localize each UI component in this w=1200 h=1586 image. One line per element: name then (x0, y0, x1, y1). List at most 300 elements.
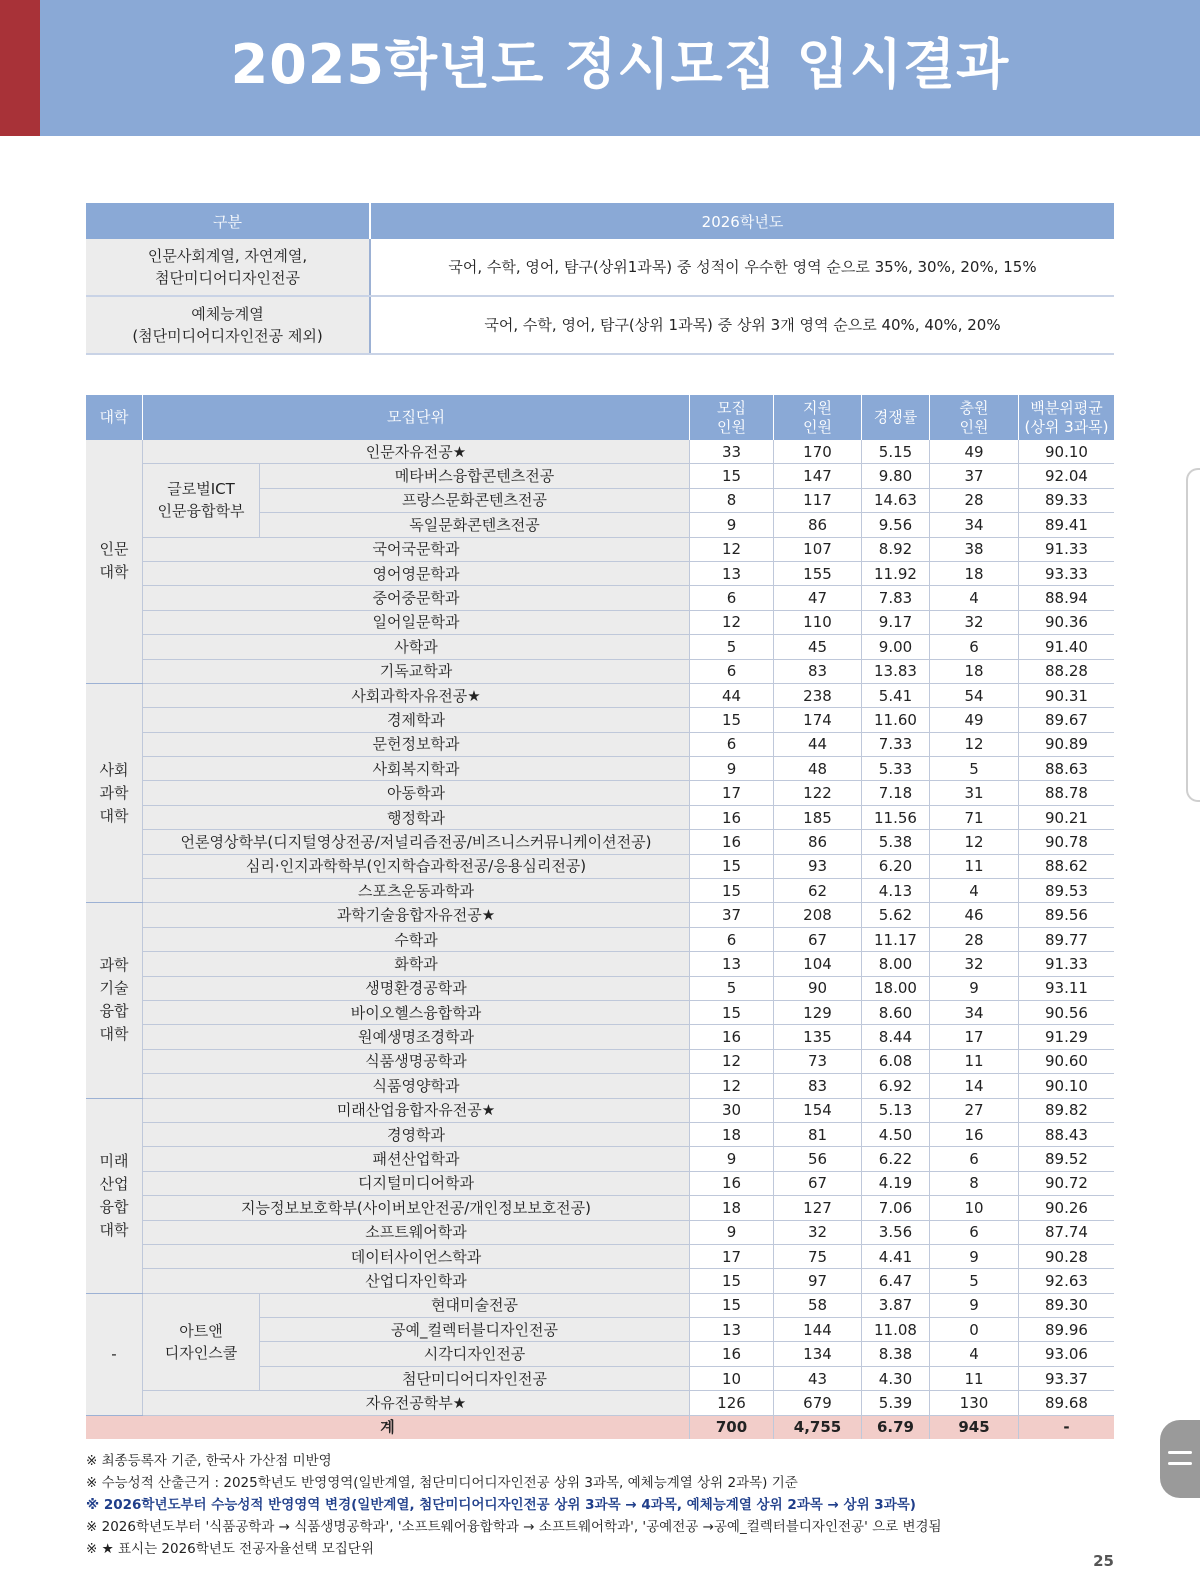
percentile-cell: 90.78 (1019, 830, 1115, 854)
quota-cell: 18 (690, 1196, 774, 1220)
ratio-cell: 3.56 (862, 1220, 930, 1244)
college-label: - (111, 1344, 117, 1363)
quota-cell: 15 (690, 854, 774, 878)
unit-cell: 아동학과 (143, 781, 690, 805)
quota-cell: 37 (690, 903, 774, 927)
percentile-cell: 93.37 (1019, 1366, 1115, 1390)
applicants-cell: 83 (774, 1074, 862, 1098)
extra-cell: 130 (930, 1391, 1019, 1415)
extra-cell: 31 (930, 781, 1019, 805)
percentile-cell: 90.72 (1019, 1171, 1115, 1195)
criteria-label-line: 인문사회계열, 자연계열, (147, 247, 308, 265)
ratio-cell: 14.63 (862, 488, 930, 512)
college-cell (86, 1293, 143, 1415)
quota-cell: 15 (690, 464, 774, 488)
percentile-cell: 89.67 (1019, 708, 1115, 732)
extra-cell: 28 (930, 488, 1019, 512)
table-row (86, 1391, 1114, 1415)
group-cell (143, 464, 260, 537)
applicants-cell: 58 (774, 1293, 862, 1317)
college-cell (86, 903, 143, 1098)
criteria-text: 국어, 수학, 영어, 탐구(상위 1과목) 중 상위 3개 영역 순으로 40%, 40%, 20% (370, 296, 1114, 354)
college-label: 대학 (99, 1025, 129, 1044)
extra-cell: 9 (930, 1293, 1019, 1317)
applicants-cell: 75 (774, 1244, 862, 1268)
ratio-cell: 5.13 (862, 1098, 930, 1122)
unit-cell: 국어국문학과 (143, 537, 690, 561)
quota-cell: 9 (690, 1147, 774, 1171)
applicants-cell: 122 (774, 781, 862, 805)
percentile-cell: 93.33 (1019, 561, 1115, 585)
table-row (86, 952, 1114, 976)
applicants-cell: 43 (774, 1366, 862, 1390)
quota-cell: 5 (690, 976, 774, 1000)
extra-cell: 27 (930, 1098, 1019, 1122)
unit-cell: 기독교학과 (143, 659, 690, 683)
unit-cell: 과학기술융합자유전공★ (143, 903, 690, 927)
ratio-cell: 6.20 (862, 854, 930, 878)
total-value: 945 (930, 1415, 1019, 1439)
table-row (86, 879, 1114, 903)
ratio-cell: 5.38 (862, 830, 930, 854)
applicants-cell: 134 (774, 1342, 862, 1366)
quota-cell: 13 (690, 952, 774, 976)
ratio-cell: 4.30 (862, 1366, 930, 1390)
applicants-cell: 107 (774, 537, 862, 561)
ratio-cell: 11.60 (862, 708, 930, 732)
extra-cell: 14 (930, 1074, 1019, 1098)
header-ratio: 경쟁률 (862, 395, 930, 440)
unit-cell: 현대미술전공 (260, 1293, 690, 1317)
college-label: 과학 (99, 783, 129, 802)
ratio-cell: 8.44 (862, 1025, 930, 1049)
ratio-cell: 11.92 (862, 561, 930, 585)
percentile-cell: 92.63 (1019, 1269, 1115, 1293)
table-row (86, 781, 1114, 805)
note-line-highlight: ※ 2026학년도부터 수능성적 반영영역 변경(일반계열, 첨단미디어디자인전공 상위 3과목 → 4과목, 예체능계열 상위 2과목 → 상위 3과목) (86, 1497, 916, 1513)
applicants-cell: 155 (774, 561, 862, 585)
extra-cell: 28 (930, 927, 1019, 951)
unit-cell: 일어일문학과 (143, 610, 690, 634)
unit-cell: 지능정보보호학부(사이버보안전공/개인정보보호전공) (143, 1196, 690, 1220)
unit-cell: 공예_컬렉터블디자인전공 (260, 1318, 690, 1342)
ratio-cell: 9.80 (862, 464, 930, 488)
unit-cell: 행정학과 (143, 805, 690, 829)
criteria-text: 국어, 수학, 영어, 탐구(상위1과목) 중 성적이 우수한 영역 순으로 35%, 30%, 20%, 15% (370, 239, 1114, 296)
extra-cell: 5 (930, 757, 1019, 781)
unit-cell: 수학과 (143, 927, 690, 951)
quota-cell: 6 (690, 732, 774, 756)
extra-cell: 54 (930, 683, 1019, 707)
applicants-cell: 144 (774, 1318, 862, 1342)
percentile-cell: 93.11 (1019, 976, 1115, 1000)
unit-cell: 디지털미디어학과 (143, 1171, 690, 1195)
applicants-cell: 47 (774, 586, 862, 610)
quota-cell: 18 (690, 1122, 774, 1146)
ratio-cell: 18.00 (862, 976, 930, 1000)
applicants-cell: 147 (774, 464, 862, 488)
header-unit: 모집단위 (143, 395, 690, 440)
ratio-cell: 9.17 (862, 610, 930, 634)
ratio-cell: 11.17 (862, 927, 930, 951)
ratio-cell: 6.08 (862, 1049, 930, 1073)
percentile-cell: 89.53 (1019, 879, 1115, 903)
quota-cell: 6 (690, 659, 774, 683)
header-college: 대학 (86, 395, 143, 440)
header-extra: 충원 인원 (930, 395, 1019, 440)
college-cell (86, 683, 143, 903)
extra-cell: 34 (930, 1000, 1019, 1024)
extra-cell: 38 (930, 537, 1019, 561)
percentile-cell: 87.74 (1019, 1220, 1115, 1244)
quota-cell: 9 (690, 513, 774, 537)
ratio-cell: 4.50 (862, 1122, 930, 1146)
table-row (86, 1122, 1114, 1146)
table-row (86, 805, 1114, 829)
table-row (86, 610, 1114, 634)
extra-cell: 6 (930, 1220, 1019, 1244)
quota-cell: 15 (690, 879, 774, 903)
extra-cell: 6 (930, 1147, 1019, 1171)
ratio-cell: 3.87 (862, 1293, 930, 1317)
unit-cell: 식품생명공학과 (143, 1049, 690, 1073)
college-label: 융합 (99, 1197, 129, 1216)
percentile-cell: 89.30 (1019, 1293, 1115, 1317)
percentile-cell: 91.40 (1019, 635, 1115, 659)
ratio-cell: 9.56 (862, 513, 930, 537)
percentile-cell: 90.36 (1019, 610, 1115, 634)
side-menu-handle[interactable] (1160, 1420, 1200, 1498)
criteria-row (86, 239, 1114, 296)
percentile-cell: 89.96 (1019, 1318, 1115, 1342)
quota-cell: 126 (690, 1391, 774, 1415)
quota-cell: 6 (690, 927, 774, 951)
header-percentile: 백분위평균 (상위 3과목) (1019, 395, 1115, 440)
extra-cell: 32 (930, 610, 1019, 634)
unit-cell: 첨단미디어디자인전공 (260, 1366, 690, 1390)
applicants-cell: 135 (774, 1025, 862, 1049)
quota-cell: 15 (690, 1269, 774, 1293)
college-label: 사회 (99, 760, 129, 779)
applicants-cell: 44 (774, 732, 862, 756)
applicants-cell: 62 (774, 879, 862, 903)
extra-cell: 4 (930, 586, 1019, 610)
ratio-cell: 8.92 (862, 537, 930, 561)
ratio-cell: 6.22 (862, 1147, 930, 1171)
extra-cell: 8 (930, 1171, 1019, 1195)
group-label: 인문융합학부 (157, 502, 245, 521)
quota-cell: 16 (690, 1171, 774, 1195)
percentile-cell: 89.82 (1019, 1098, 1115, 1122)
applicants-cell: 83 (774, 659, 862, 683)
quota-cell: 33 (690, 440, 774, 464)
results-body (86, 440, 1114, 1439)
note-line: ※ ★ 표시는 2026학년도 전공자율선택 모집단위 (86, 1541, 374, 1557)
criteria-header-year: 2026학년도 (370, 203, 1114, 239)
header-accent-bar (0, 0, 40, 136)
applicants-cell: 117 (774, 488, 862, 512)
applicants-cell: 679 (774, 1391, 862, 1415)
page-header (0, 0, 1200, 136)
table-row (86, 1000, 1114, 1024)
extra-cell: 37 (930, 464, 1019, 488)
college-label: 인문 (99, 540, 129, 559)
percentile-cell: 93.06 (1019, 1342, 1115, 1366)
applicants-cell: 129 (774, 1000, 862, 1024)
college-label: 대학 (99, 806, 129, 825)
ratio-cell: 7.33 (862, 732, 930, 756)
applicants-cell: 154 (774, 1098, 862, 1122)
applicants-cell: 170 (774, 440, 862, 464)
ratio-cell: 7.18 (862, 781, 930, 805)
group-label: 글로벌ICT (167, 480, 235, 499)
unit-cell: 원예생명조경학과 (143, 1025, 690, 1049)
extra-cell: 4 (930, 1342, 1019, 1366)
applicants-cell: 185 (774, 805, 862, 829)
applicants-cell: 104 (774, 952, 862, 976)
unit-cell: 프랑스문화콘텐츠전공 (260, 488, 690, 512)
ratio-cell: 8.00 (862, 952, 930, 976)
header-applicants: 지원 인원 (774, 395, 862, 440)
extra-cell: 49 (930, 440, 1019, 464)
percentile-cell: 90.28 (1019, 1244, 1115, 1268)
quota-cell: 9 (690, 1220, 774, 1244)
unit-cell: 화학과 (143, 952, 690, 976)
college-label: 산업 (99, 1174, 129, 1193)
table-row (86, 903, 1114, 927)
unit-cell: 식품영양학과 (143, 1074, 690, 1098)
ratio-cell: 7.06 (862, 1196, 930, 1220)
percentile-cell: 89.56 (1019, 903, 1115, 927)
table-row (86, 586, 1114, 610)
unit-cell: 경영학과 (143, 1122, 690, 1146)
applicants-cell: 73 (774, 1049, 862, 1073)
percentile-cell: 89.41 (1019, 513, 1115, 537)
table-row (86, 537, 1114, 561)
extra-cell: 10 (930, 1196, 1019, 1220)
percentile-cell: 88.78 (1019, 781, 1115, 805)
extra-cell: 32 (930, 952, 1019, 976)
ratio-cell: 5.15 (862, 440, 930, 464)
applicants-cell: 93 (774, 854, 862, 878)
table-row (86, 561, 1114, 585)
extra-cell: 11 (930, 1366, 1019, 1390)
notes (86, 1450, 942, 1560)
table-row (86, 464, 1114, 488)
unit-cell: 소프트웨어학과 (143, 1220, 690, 1244)
unit-cell: 패션산업학과 (143, 1147, 690, 1171)
table-row (86, 976, 1114, 1000)
percentile-cell: 90.60 (1019, 1049, 1115, 1073)
college-label: 융합 (99, 1002, 129, 1021)
college-cell (86, 440, 143, 683)
unit-cell: 인문자유전공★ (143, 440, 690, 464)
total-value: - (1019, 1415, 1115, 1439)
applicants-cell: 127 (774, 1196, 862, 1220)
results-table (86, 395, 1114, 1439)
extra-cell: 11 (930, 854, 1019, 878)
percentile-cell: 90.21 (1019, 805, 1115, 829)
extra-cell: 5 (930, 1269, 1019, 1293)
total-label: 계 (86, 1415, 690, 1439)
unit-cell: 메타버스융합콘텐츠전공 (260, 464, 690, 488)
unit-cell: 경제학과 (143, 708, 690, 732)
percentile-cell: 91.33 (1019, 952, 1115, 976)
unit-cell: 미래산업융합자유전공★ (143, 1098, 690, 1122)
applicants-cell: 56 (774, 1147, 862, 1171)
table-row (86, 1025, 1114, 1049)
table-row (86, 1074, 1114, 1098)
quota-cell: 17 (690, 781, 774, 805)
ratio-cell: 5.62 (862, 903, 930, 927)
college-label: 기술 (99, 979, 129, 998)
ratio-cell: 5.41 (862, 683, 930, 707)
percentile-cell: 90.56 (1019, 1000, 1115, 1024)
ratio-cell: 4.41 (862, 1244, 930, 1268)
quota-cell: 5 (690, 635, 774, 659)
unit-cell: 심리·인지과학학부(인지학습과학전공/응용심리전공) (143, 854, 690, 878)
percentile-cell: 90.89 (1019, 732, 1115, 756)
quota-cell: 8 (690, 488, 774, 512)
unit-cell: 독일문화콘텐츠전공 (260, 513, 690, 537)
table-row (86, 830, 1114, 854)
unit-cell: 데이터사이언스학과 (143, 1244, 690, 1268)
criteria-label-line: 예체능계열 (191, 305, 264, 323)
extra-cell: 18 (930, 659, 1019, 683)
unit-cell: 시각디자인전공 (260, 1342, 690, 1366)
percentile-cell: 90.31 (1019, 683, 1115, 707)
ratio-cell: 9.00 (862, 635, 930, 659)
table-row (86, 1147, 1114, 1171)
table-row (86, 1244, 1114, 1268)
table-row (86, 732, 1114, 756)
quota-cell: 12 (690, 1049, 774, 1073)
unit-cell: 사회과학자유전공★ (143, 683, 690, 707)
percentile-cell: 88.43 (1019, 1122, 1115, 1146)
extra-cell: 16 (930, 1122, 1019, 1146)
table-row (86, 1220, 1114, 1244)
ratio-cell: 11.08 (862, 1318, 930, 1342)
percentile-cell: 92.04 (1019, 464, 1115, 488)
extra-cell: 17 (930, 1025, 1019, 1049)
unit-cell: 언론영상학부(디지털영상전공/저널리즘전공/비즈니스커뮤니케이션전공) (143, 830, 690, 854)
quota-cell: 30 (690, 1098, 774, 1122)
criteria-label-line: (첨단미디어디자인전공 제외) (132, 327, 323, 345)
percentile-cell: 90.10 (1019, 440, 1115, 464)
criteria-row (86, 296, 1114, 354)
unit-cell: 자유전공학부★ (143, 1391, 690, 1415)
extra-cell: 46 (930, 903, 1019, 927)
unit-cell: 사회복지학과 (143, 757, 690, 781)
college-label: 대학 (99, 1220, 129, 1239)
percentile-cell: 88.28 (1019, 659, 1115, 683)
quota-cell: 15 (690, 708, 774, 732)
percentile-cell: 89.77 (1019, 927, 1115, 951)
group-cell (143, 1293, 260, 1391)
menu-icon (1168, 1451, 1192, 1454)
ratio-cell: 6.47 (862, 1269, 930, 1293)
extra-cell: 18 (930, 561, 1019, 585)
applicants-cell: 238 (774, 683, 862, 707)
college-label: 과학 (99, 956, 129, 975)
extra-cell: 9 (930, 976, 1019, 1000)
table-row (86, 659, 1114, 683)
note-line: ※ 수능성적 산출근거 : 2025학년도 반영영역(일반계열, 첨단미디어디자인전공 상위 3과목, 예체능계열 상위 2과목) 기준 (86, 1475, 798, 1491)
table-row (86, 1269, 1114, 1293)
extra-cell: 12 (930, 830, 1019, 854)
college-cell (86, 1098, 143, 1293)
percentile-cell: 91.33 (1019, 537, 1115, 561)
group-label: 디자인스쿨 (164, 1343, 238, 1362)
quota-cell: 10 (690, 1366, 774, 1390)
extra-cell: 9 (930, 1244, 1019, 1268)
page-title: 2025학년도 정시모집 입시결과 (230, 33, 1010, 96)
extra-cell: 0 (930, 1318, 1019, 1342)
criteria-label-line: 첨단미디어디자인전공 (155, 269, 300, 287)
percentile-cell: 88.63 (1019, 757, 1115, 781)
quota-cell: 16 (690, 830, 774, 854)
quota-cell: 16 (690, 1342, 774, 1366)
applicants-cell: 32 (774, 1220, 862, 1244)
note-line: ※ 2026학년도부터 '식품공학과 → 식품생명공학과', '소프트웨어융합학과 → 소프트웨어학과', '공예전공 →공예_컬렉터블디자인전공' 으로 변경됨 (86, 1519, 942, 1535)
ratio-cell: 5.33 (862, 757, 930, 781)
ratio-cell: 6.92 (862, 1074, 930, 1098)
quota-cell: 16 (690, 805, 774, 829)
applicants-cell: 86 (774, 830, 862, 854)
percentile-cell: 90.26 (1019, 1196, 1115, 1220)
table-row (86, 635, 1114, 659)
note-line: ※ 최종등록자 기준, 한국사 가산점 미반영 (86, 1453, 332, 1469)
table-row (86, 1196, 1114, 1220)
table-row (86, 440, 1114, 464)
ratio-cell: 8.60 (862, 1000, 930, 1024)
table-row (86, 854, 1114, 878)
percentile-cell: 89.33 (1019, 488, 1115, 512)
applicants-cell: 174 (774, 708, 862, 732)
unit-cell: 문헌정보학과 (143, 732, 690, 756)
quota-cell: 16 (690, 1025, 774, 1049)
applicants-cell: 48 (774, 757, 862, 781)
unit-cell: 스포츠운동과학과 (143, 879, 690, 903)
total-value: 4,755 (774, 1415, 862, 1439)
table-row (86, 1293, 1114, 1317)
applicants-cell: 97 (774, 1269, 862, 1293)
applicants-cell: 86 (774, 513, 862, 537)
page-number: 25 (1093, 1552, 1114, 1570)
ratio-cell: 4.13 (862, 879, 930, 903)
ratio-cell: 13.83 (862, 659, 930, 683)
extra-cell: 11 (930, 1049, 1019, 1073)
percentile-cell: 89.52 (1019, 1147, 1115, 1171)
side-panel-edge (1186, 468, 1200, 802)
ratio-cell: 11.56 (862, 805, 930, 829)
quota-cell: 17 (690, 1244, 774, 1268)
criteria-label (86, 239, 370, 296)
quota-cell: 6 (690, 586, 774, 610)
percentile-cell: 90.10 (1019, 1074, 1115, 1098)
criteria-table (86, 203, 1114, 355)
unit-cell: 바이오헬스융합학과 (143, 1000, 690, 1024)
group-label: 아트앤 (179, 1321, 223, 1340)
extra-cell: 6 (930, 635, 1019, 659)
extra-cell: 49 (930, 708, 1019, 732)
unit-cell: 영어영문학과 (143, 561, 690, 585)
table-row (86, 1171, 1114, 1195)
extra-cell: 34 (930, 513, 1019, 537)
unit-cell: 사학과 (143, 635, 690, 659)
quota-cell: 15 (690, 1000, 774, 1024)
ratio-cell: 8.38 (862, 1342, 930, 1366)
